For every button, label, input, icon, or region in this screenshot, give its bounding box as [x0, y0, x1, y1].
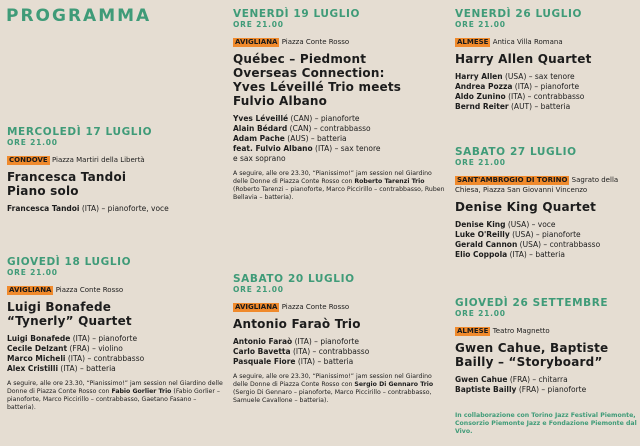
city-tag: CONDOVE — [9, 156, 48, 164]
event-sabato-20 — [233, 273, 445, 405]
city-tag: SANT'AMBROGIO DI TORINO — [457, 176, 568, 184]
jam-session-note: A seguire, alle ore 23.30, “Pianissimo!” jam session nel Giardino delle Donne di Piazza Conte Rosso con Sergio Di Gennaro Trio (Sergio Di Gennaro – pianoforte, Marco Piccirillo – contrabbasso, Samuele Cavallone – batteria). — [233, 373, 434, 404]
event-venerdi-19 — [233, 8, 445, 202]
event-date: VENERDÌ 26 LUGLIO — [455, 8, 583, 20]
event-name — [233, 317, 445, 331]
lineup-item: Pasquale Fiore (ITA) – batteria — [233, 357, 354, 366]
event-name-line: Piano solo — [7, 184, 79, 198]
lineup-item: Cecile Delzant (FRA) – violino — [7, 344, 123, 353]
event-name-line: Yves Léveillé Trio meets — [233, 80, 402, 94]
lineup-item: Baptiste Bailly (FRA) – pianoforte — [455, 385, 587, 394]
event-date: MERCOLEDÌ 17 LUGLIO — [7, 126, 153, 138]
lineup — [233, 114, 445, 164]
lineup-item: Carlo Bavetta (ITA) – contrabbasso — [233, 347, 370, 356]
lineup-item: Denise King (USA) – voce — [455, 220, 556, 229]
event-name-line: Gwen Cahue, Baptiste — [455, 341, 609, 355]
event-name-line: Overseas Connection: — [233, 66, 385, 80]
collaboration-note: In collaborazione con Torino Jazz Festival Piemonte, Consorzio Piemonte Jazz e Fondazione Piemonte dal Vivo. — [455, 412, 637, 435]
lineup — [455, 375, 637, 395]
lineup-item: Marco Micheli (ITA) – contrabbasso — [7, 354, 145, 363]
event-time: ORE 21.00 — [455, 158, 506, 167]
venue-name: Piazza Conte Rosso — [281, 38, 350, 46]
event-giovedi-18 — [7, 256, 225, 412]
event-venue — [455, 175, 637, 195]
lineup-item: Adam Pache (AUS) – batteria — [233, 134, 347, 143]
event-name-line: Francesca Tandoi — [7, 170, 127, 184]
event-date: GIOVEDÌ 26 SETTEMBRE — [455, 297, 609, 309]
event-venue — [455, 326, 637, 336]
event-name — [7, 300, 225, 328]
lineup-item: Luigi Bonafede (ITA) – pianoforte — [7, 334, 138, 343]
event-date: SABATO 27 LUGLIO — [455, 146, 577, 158]
event-name — [233, 52, 445, 108]
venue-name: Sagrato della Chiesa, Piazza San Giovanni Vincenzo — [455, 176, 619, 194]
event-venue — [7, 155, 225, 165]
event-giovedi-26-settembre — [455, 297, 637, 395]
event-name — [7, 170, 225, 198]
jam-session-note: A seguire, alle ore 23.30, “Pianissimo!” jam session nel Giardino delle Donne di Piazza Conte Rosso con Fabio Gorlier Trio (Fabio Gorlier – pianoforte, Marco Piccirillo – contrabbasso, Gaetano Fasano – batteria). — [7, 380, 223, 411]
lineup-item-extra: e sax soprano — [233, 154, 286, 163]
event-name — [455, 200, 637, 214]
event-date: GIOVEDÌ 18 LUGLIO — [7, 256, 132, 268]
lineup-item: feat. Fulvio Albano (ITA) – sax tenore — [233, 144, 381, 153]
event-time: ORE 21.00 — [455, 309, 506, 318]
event-date: VENERDÌ 19 LUGLIO — [233, 8, 361, 20]
event-name-line: Québec – Piedmont — [233, 52, 367, 66]
event-sabato-27 — [455, 146, 637, 260]
jam-session-note: A seguire, alle ore 23.30, “Pianissimo!” jam session nel Giardino delle Donne di Piazza Conte Rosso con Roberto Tarenzi Trio (Roberto Tarenzi – pianoforte, Marco Piccirillo – contrabbasso, Ruben Bellavia – batteria). — [233, 170, 445, 201]
lineup — [455, 72, 637, 112]
event-name-line: “Tynerly” Quartet — [7, 314, 132, 328]
lineup — [7, 204, 225, 214]
event-time: ORE 21.00 — [7, 138, 58, 147]
lineup — [7, 334, 225, 374]
city-tag: AVIGLIANA — [235, 38, 278, 46]
venue-name: Teatro Magnetto — [492, 327, 550, 335]
event-venue — [7, 285, 225, 295]
event-time: ORE 21.00 — [233, 20, 284, 29]
event-mercoledi-17 — [7, 126, 225, 214]
event-venue — [233, 302, 445, 312]
lineup-item: Luke O'Reilly (USA) – pianoforte — [455, 230, 581, 239]
event-time: ORE 21.00 — [455, 20, 506, 29]
event-name-line: Fulvio Albano — [233, 94, 328, 108]
lineup-item: Gerald Cannon (USA) – contrabbasso — [455, 240, 601, 249]
city-tag: AVIGLIANA — [9, 286, 52, 294]
lineup-item: Gwen Cahue (FRA) – chitarra — [455, 375, 568, 384]
program-title: PROGRAMMA — [6, 6, 152, 26]
city-tag: ALMESE — [457, 38, 489, 46]
event-venerdi-26 — [455, 8, 637, 112]
lineup-item: Aldo Zunino (ITA) – contrabbasso — [455, 92, 585, 101]
lineup — [233, 337, 445, 367]
event-name — [455, 52, 637, 66]
lineup-item: Yves Léveillé (CAN) – pianoforte — [233, 114, 360, 123]
event-venue — [233, 37, 445, 47]
event-name-line: Denise King Quartet — [455, 200, 597, 214]
event-name-line: Bailly – “Storyboard” — [455, 355, 603, 369]
lineup-item: Andrea Pozza (ITA) – pianoforte — [455, 82, 580, 91]
lineup-item: Alex Cristilli (ITA) – batteria — [7, 364, 116, 373]
lineup-item: Bernd Reiter (AUT) – batteria — [455, 102, 571, 111]
lineup — [455, 220, 637, 260]
lineup-item: Alain Bédard (CAN) – contrabbasso — [233, 124, 371, 133]
lineup-item: Francesca Tandoi (ITA) – pianoforte, voce — [7, 204, 169, 213]
event-venue — [455, 37, 637, 47]
venue-name: Piazza Martiri della Libertà — [51, 156, 145, 164]
venue-name: Antica Villa Romana — [492, 38, 563, 46]
lineup-item: Antonio Faraò (ITA) – pianoforte — [233, 337, 359, 346]
event-name — [455, 341, 637, 369]
venue-name: Piazza Conte Rosso — [281, 303, 350, 311]
event-time: ORE 21.00 — [233, 285, 284, 294]
event-name-line: Luigi Bonafede — [7, 300, 112, 314]
lineup-item: Elio Coppola (ITA) – batteria — [455, 250, 565, 259]
event-time: ORE 21.00 — [7, 268, 58, 277]
city-tag: ALMESE — [457, 327, 489, 335]
city-tag: AVIGLIANA — [235, 303, 278, 311]
event-name-line: Antonio Faraò Trio — [233, 317, 361, 331]
event-date: SABATO 20 LUGLIO — [233, 273, 355, 285]
lineup-item: Harry Allen (USA) – sax tenore — [455, 72, 575, 81]
venue-name: Piazza Conte Rosso — [55, 286, 124, 294]
event-name-line: Harry Allen Quartet — [455, 52, 592, 66]
